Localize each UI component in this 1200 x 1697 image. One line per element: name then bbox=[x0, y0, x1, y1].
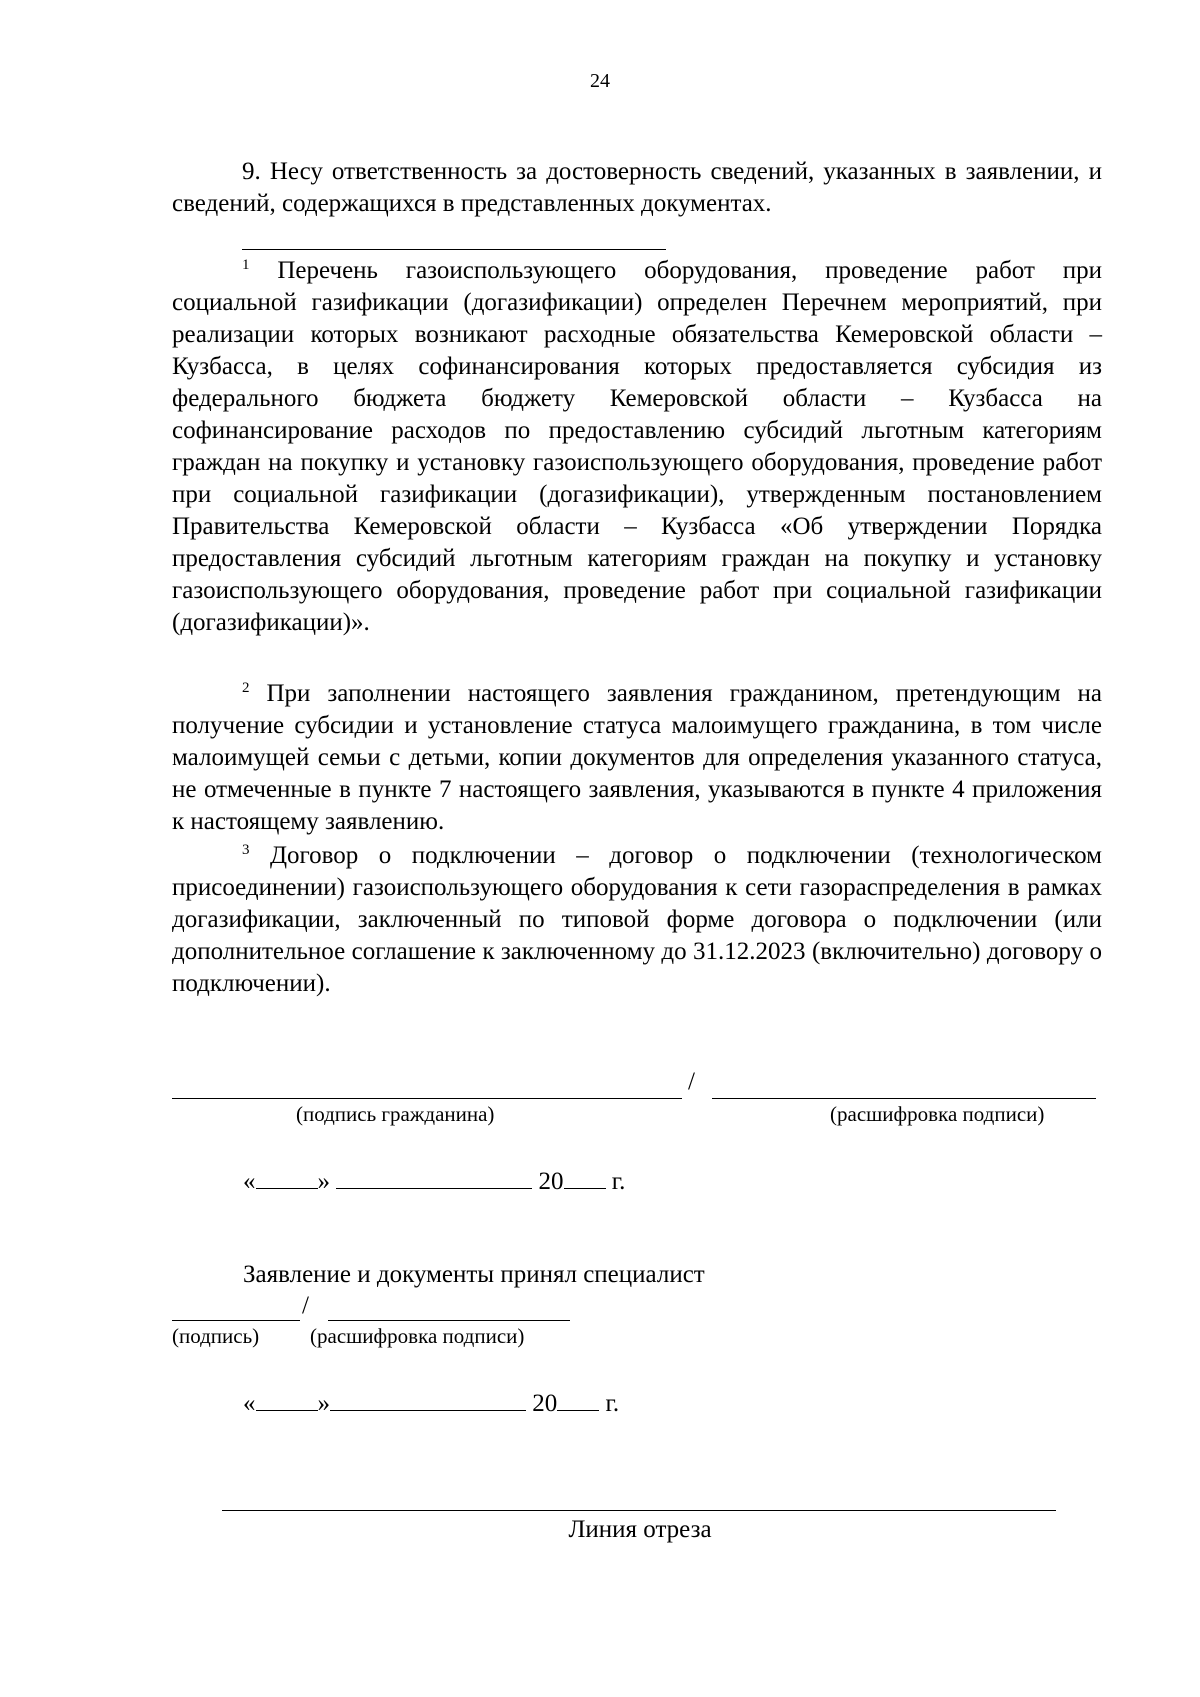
citizen-signature-line[interactable] bbox=[172, 1098, 682, 1099]
footnote-1-mark: 1 bbox=[242, 257, 250, 273]
specialist-signature-label: (подпись) bbox=[172, 1324, 260, 1348]
citizen-decoding-label: (расшифровка подписи) bbox=[830, 1102, 1045, 1126]
year-suffix: г. bbox=[605, 1390, 620, 1417]
footnote-2-text: При заполнении настоящего заявления гражданином, претендующим на получение субсидии и установление статуса малоимущего гражданина, в том числе малоимущей семьи с детьми, копии документов для определения указанного статуса, не отмеченные в пункте 7 настоящего заявления, указываются в пункте 4 приложения к настоящему заявлению. bbox=[172, 680, 1102, 835]
specialist-decoding-line[interactable] bbox=[328, 1320, 570, 1321]
footnote-3 bbox=[172, 840, 1102, 1000]
specialist-date-day-field[interactable] bbox=[256, 1384, 318, 1411]
footnote-1 bbox=[172, 255, 1102, 639]
footnote-1-text: Перечень газоиспользующего оборудования, проведение работ при социальной газификации (догазификации) определен Перечнем мероприятий, при реализации которых возникают расходные обязательства Кемеровской области – Кузбасса, в целях софинансирования которых предоставляется субсидия из федерального бюджета бюджету Кемеровской области – Кузбасса на софинансирование расходов по предоставлению субсидий льготным категориям граждан на покупку и установку газоиспользующего оборудования, проведение работ при социальной газификации (догазификации), утвержденным постановлением Правительства Кемеровской области – Кузбасса «Об утверждении Порядка предоставления субсидий льготным категориям граждан на покупку и установку газоиспользующего оборудования, проведение работ при социальной газификации (догазификации)». bbox=[172, 257, 1102, 636]
footnote-2 bbox=[172, 678, 1102, 838]
specialist-title: Заявление и документы принял специалист bbox=[243, 1261, 705, 1288]
item-9-paragraph: 9. Несу ответственность за достоверность сведений, указанных в заявлении, и сведений, содержащихся в представленных документах. bbox=[172, 158, 1102, 217]
citizen-date-row bbox=[243, 1162, 625, 1196]
specialist-signature-line[interactable] bbox=[172, 1320, 300, 1321]
year-prefix: 20 bbox=[532, 1390, 558, 1417]
date-close-quote: » bbox=[317, 1168, 330, 1195]
specialist-decoding-label: (расшифровка подписи) bbox=[310, 1324, 525, 1348]
date-open-quote: « bbox=[243, 1390, 256, 1417]
footnote-2-mark: 2 bbox=[242, 680, 250, 696]
specialist-date-row bbox=[243, 1384, 619, 1418]
citizen-date-day-field[interactable] bbox=[256, 1162, 318, 1189]
cut-line-label: Линия отреза bbox=[568, 1516, 712, 1543]
footnote-3-text: Договор о подключении – договор о подключении (технологическом присоединении) газоиспользующего оборудования к сети газораспределения в рамках догазификации, заключенный по типовой форме договора о подключении (или дополнительное соглашение к заключенному до 31.12.2023 (включительно) договору о подключении). bbox=[172, 842, 1102, 997]
citizen-date-month-field[interactable] bbox=[336, 1162, 532, 1189]
year-prefix: 20 bbox=[538, 1168, 564, 1195]
footnote-3-mark: 3 bbox=[242, 842, 250, 858]
citizen-signature-label: (подпись гражданина) bbox=[296, 1102, 495, 1126]
cut-line bbox=[222, 1510, 1056, 1511]
date-close-quote: » bbox=[317, 1390, 330, 1417]
specialist-date-month-field[interactable] bbox=[330, 1384, 526, 1411]
footnote-separator bbox=[242, 249, 666, 250]
citizen-date-year-field[interactable] bbox=[564, 1162, 606, 1189]
date-open-quote: « bbox=[243, 1168, 256, 1195]
page-number: 24 bbox=[590, 70, 610, 92]
specialist-signature-slash: / bbox=[302, 1292, 309, 1319]
citizen-signature-slash: / bbox=[688, 1068, 695, 1095]
year-suffix: г. bbox=[611, 1168, 626, 1195]
citizen-decoding-line[interactable] bbox=[712, 1098, 1096, 1099]
specialist-date-year-field[interactable] bbox=[557, 1384, 599, 1411]
